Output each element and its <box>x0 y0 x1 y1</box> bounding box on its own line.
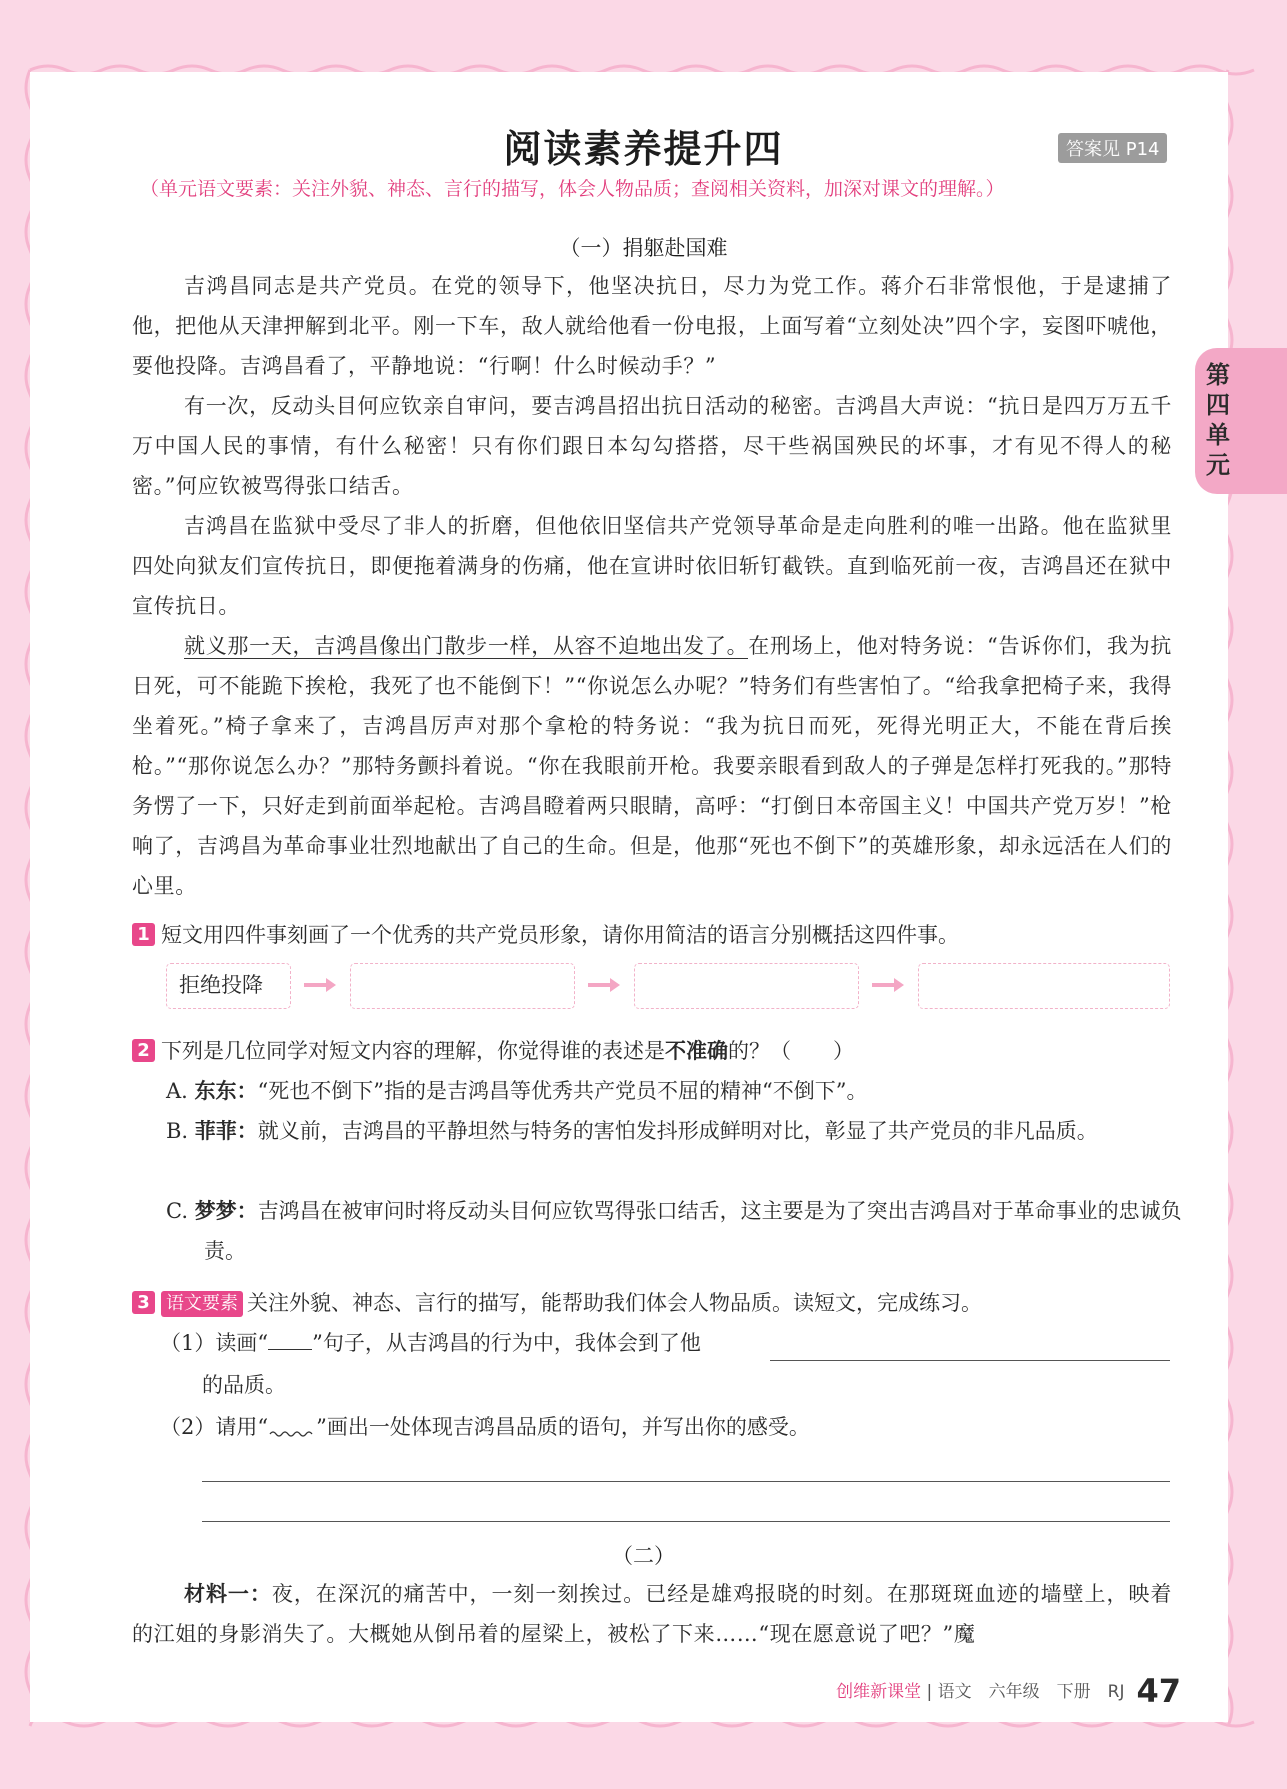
passage-paragraph-3: 吉鸿昌在监狱中受尽了非人的折磨，但他依旧坚信共产党领导革命是走向胜利的唯一出路。他在监狱里四处向狱友们宣传抗日，即便拖着满身的伤痛，他在宣讲时依旧斩钉截铁。直到临死前一夜，吉鸿昌还在狱中宣传抗日。 <box>132 514 1172 618</box>
question-1 <box>132 916 959 954</box>
option-b-text: 就义前，吉鸿昌的平静坦然与特务的害怕发抖形成鲜明对比，彰显了共产党员的非凡品质。 <box>257 1119 1098 1143</box>
option-b-letter: B. <box>166 1119 189 1143</box>
summary-box-4[interactable] <box>918 963 1170 1009</box>
question-3-text: 关注外貌、神态、言行的描写，能帮助我们体会人物品质。读短文，完成练习。 <box>247 1291 982 1315</box>
option-a[interactable] <box>166 1071 1214 1111</box>
option-a-name: 东东： <box>194 1079 258 1103</box>
question-2-text-a: 下列是几位同学对短文内容的理解，你觉得谁的表述是 <box>161 1039 665 1063</box>
q3-part2-b: ”画出一处体现吉鸿昌品质的语句，并写出你的感受。 <box>316 1415 810 1439</box>
answer-line-2[interactable] <box>202 1521 1170 1522</box>
question-1-text: 短文用四件事刻画了一个优秀的共产党员形象，请你用简洁的语言分别概括这四件事。 <box>161 923 959 947</box>
unit-side-tab-label: 第四单元 <box>1206 361 1230 479</box>
option-c-letter: C. <box>166 1199 188 1223</box>
passage-paragraph-2: 有一次，反动头目何应钦亲自审问，要吉鸿昌招出抗日活动的秘密。吉鸿昌大声说：“抗日是四万万五千万中国人民的事情，有什么秘密！只有你们跟日本勾勾搭搭，尽干些祸国殃民的坏事，才有见不得人的秘密。”何应钦被骂得张口结舌。 <box>132 394 1172 498</box>
underline-symbol <box>268 1329 312 1350</box>
answer-line-quality[interactable] <box>770 1360 1170 1361</box>
chinese-element-tag: 语文要素 <box>161 1291 243 1317</box>
option-b[interactable] <box>166 1111 1214 1151</box>
summary-box-3[interactable] <box>634 963 859 1009</box>
answer-line-1[interactable] <box>202 1481 1170 1482</box>
q3-part1-c: 的品质。 <box>202 1373 286 1397</box>
question-2-emphasis: 不准确 <box>665 1039 728 1063</box>
question-3-part-2 <box>160 1408 810 1446</box>
footer-book-info: 语文 六年级 下册 RJ <box>937 1682 1125 1702</box>
footer-brand: 创维新课堂 <box>836 1682 922 1702</box>
underlined-sentence: 就义那一天，吉鸿昌像出门散步一样，从容不迫地出发了。 <box>184 634 749 658</box>
section-2-title: （二） <box>612 1544 675 1568</box>
q3-part1-a: （1）读画“ <box>160 1331 269 1355</box>
arrow-right-icon <box>302 977 338 993</box>
option-c[interactable] <box>166 1191 1214 1271</box>
material-1-text: 夜，在深沉的痛苦中，一刻一刻挨过。已经是雄鸡报晓的时刻。在那斑斑血迹的墙壁上，映着的江姐的身影消失了。大概她从倒吊着的屋梁上，被松了下来……“现在愿意说了吧？”魔 <box>132 1582 1172 1646</box>
unit-requirement-note: （单元语文要素：关注外貌、神态、言行的描写，体会人物品质；查阅相关资料，加深对课文的理解。） <box>140 178 1005 200</box>
question-2-text-b: 的？（ ） <box>728 1039 854 1063</box>
question-2 <box>132 1032 854 1070</box>
arrow-right-icon <box>870 977 906 993</box>
option-a-letter: A. <box>166 1079 188 1103</box>
page-footer: 创维新课堂 | 语文 六年级 下册 RJ 47 <box>836 1672 1181 1710</box>
passage-paragraph-1: 吉鸿昌同志是共产党员。在党的领导下，他坚决抗日，尽力为党工作。蒋介石非常恨他，于是逮捕了他，把他从天津押解到北平。刚一下车，敌人就给他看一份电报，上面写着“立刻处决”四个字，妄图吓唬他，要他投降。吉鸿昌看了，平静地说：“行啊！什么时候动手？” <box>132 274 1172 378</box>
arrow-right-icon <box>586 977 622 993</box>
answer-reference-badge: 答案见 P14 <box>1058 133 1167 163</box>
summary-box-1[interactable] <box>166 963 291 1009</box>
option-b-name: 菲菲： <box>194 1119 258 1143</box>
question-number-1: 1 <box>132 923 155 946</box>
option-a-text: “死也不倒下”指的是吉鸿昌等优秀共产党员不屈的精神“不倒下”。 <box>257 1079 868 1103</box>
section-1-title: （一）捐躯赴国难 <box>559 236 728 260</box>
q3-part2-a: （2）请用“ <box>160 1415 269 1439</box>
summary-box-1-text: 拒绝投降 <box>179 973 263 997</box>
option-c-text: 吉鸿昌在被审问时将反动头目何应钦骂得张口结舌，这主要是为了突出吉鸿昌对于革命事业的忠诚负责。 <box>204 1199 1182 1263</box>
question-number-3: 3 <box>132 1291 155 1314</box>
question-3 <box>132 1284 982 1322</box>
wavy-line-symbol <box>268 1414 316 1438</box>
q3-part1-b: ”句子，从吉鸿昌的行为中，我体会到了他 <box>312 1331 701 1355</box>
page-title: 阅读素养提升四 <box>503 127 784 171</box>
option-c-name: 梦梦： <box>194 1199 258 1223</box>
material-1-label: 材料一： <box>184 1582 272 1606</box>
passage-paragraph-4 <box>132 626 1172 906</box>
summary-box-2[interactable] <box>350 963 575 1009</box>
material-1-paragraph <box>132 1574 1172 1654</box>
question-3-part-1 <box>160 1324 701 1362</box>
page-number: 47 <box>1136 1672 1181 1710</box>
question-number-2: 2 <box>132 1039 155 1062</box>
paragraph-4-rest: 在刑场上，他对特务说：“告诉你们，我为抗日死，可不能跪下挨枪，我死了也不能倒下！”“你说怎么办呢？”特务们有些害怕了。“给我拿把椅子来，我得坐着死。”椅子拿来了，吉鸿昌厉声对那个拿枪的特务说：“我为抗日而死，死得光明正大，不能在背后挨枪。”“那你说怎么办？”那特务颤抖着说。“你在我眼前开枪。我要亲眼看到敌人的子弹是怎样打死我的。”那特务愣了一下，只好走到前面举起枪。吉鸿昌瞪着两只眼睛，高呼：“打倒日本帝国主义！中国共产党万岁！”枪响了，吉鸿昌为革命事业壮烈地献出了自己的生命。但是，他那“死也不倒下”的英雄形象，却永远活在人们的心里。 <box>132 634 1172 898</box>
